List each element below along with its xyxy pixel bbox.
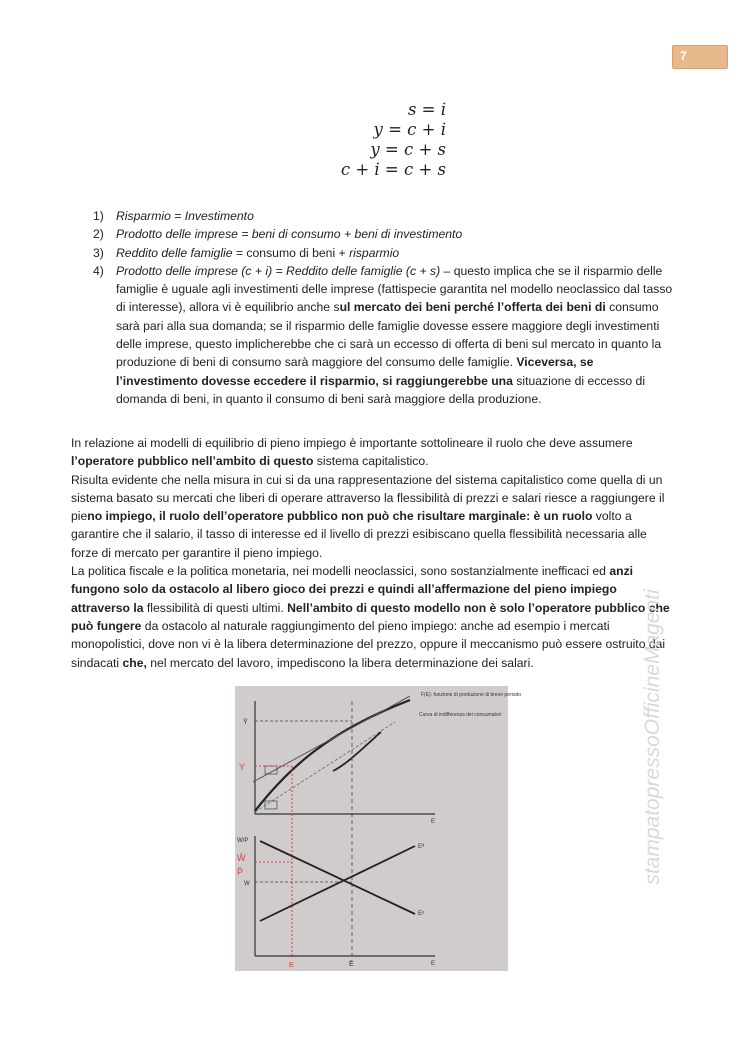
page-number-badge: [672, 45, 728, 69]
list-text: = consumo di beni +: [232, 245, 350, 260]
text: anzi fungono solo da ostacolo al libero gioco dei prezzi e quindi all’affermazione del pieno impiego attraverso la: [71, 564, 634, 615]
labor-supply-curve: [260, 846, 415, 921]
paragraph: [71, 434, 671, 471]
text: nel mercato del lavoro, impediscono la libera determinazione dei salari.: [146, 655, 534, 670]
list-text: Investimento: [184, 209, 254, 223]
text: no impiego, il ruolo dell’operatore pubblico non può che risultare marginale: è un ruolo: [87, 509, 593, 524]
text: In relazione ai modelli di equilibrio di pieno impiego è importante sottolineare il ruolo che deve assumere: [71, 436, 633, 450]
label-e-bottom: E: [431, 961, 436, 967]
label-e-top: E: [431, 819, 436, 825]
body-text: [71, 434, 671, 672]
numbered-list: [93, 207, 673, 408]
list-text: consumo sarà pari alla sua domanda; se il risparmio delle famiglie dovesse essere maggiore degli investimenti delle imprese, questo implicherebbe che ci sarà un eccesso di offerta di beni sul mercato in quanto la produzione di beni di consumo sarà maggiore del consumo delle famiglie.: [116, 300, 662, 370]
list-item: [93, 244, 673, 262]
text: La politica fiscale e la politica monetaria, nei modelli neoclassici, sono sostanzialmente inefficaci ed: [71, 564, 610, 579]
text: l’operatore pubblico nell’ambito di questo: [71, 454, 314, 469]
label-w: W: [244, 881, 250, 887]
label-indifference: Curva di indifferenza dei consumatori: [419, 712, 502, 718]
list-text: Reddito delle famiglie: [116, 245, 233, 260]
label-production: F(E): funzione di produzione di breve periodo: [421, 692, 522, 698]
economics-figure: [235, 686, 522, 971]
tangent-line: [253, 696, 410, 782]
list-text: situazione di eccesso di domanda di beni, in quanto il consumo di beni sarà maggiore della produzione.: [116, 373, 646, 406]
list-text: Prodotto delle imprese (c + i) = Reddito delle famiglie (c + s): [116, 263, 441, 278]
text: che,: [122, 655, 147, 670]
list-item: [93, 207, 673, 225]
label-wbar: W̄: [237, 853, 246, 863]
watermark-text: stampatopressoOfficineMagenti: [641, 589, 664, 885]
text: sistema capitalistico.: [313, 454, 429, 469]
list-item: [93, 225, 673, 243]
label-y: Y: [239, 762, 246, 772]
list-text: =: [170, 209, 185, 223]
list-text: ul mercato dei beni perché l’offerta dei beni di: [339, 300, 606, 315]
list-number: 4): [93, 263, 104, 278]
watermark: [643, 545, 663, 925]
list-text: Viceversa, se l’investimento dovesse eccedere il risparmio, si raggiungerebbe una: [116, 355, 594, 388]
equations-block: [300, 100, 446, 180]
label-ed: Eᵈ: [418, 844, 425, 850]
list-text: – questo implica che se il risparmio delle famiglie è uguale agli investimenti delle imprese (fattispecie garantita nel modello neoclassico dal tasso di interesse), allora vi è equilibrio anche s: [116, 263, 673, 315]
label-ebar: Ē: [349, 961, 354, 968]
paragraph: [71, 471, 671, 562]
text: volto a garantire che il salario, il tasso di interesse ed il livello di prezzi esibiscano quella flessibilità necessaria alle forze di mercato per garantire il pieno impiego.: [71, 509, 647, 560]
figure-svg: [235, 686, 522, 971]
production-curve: [255, 700, 410, 811]
equation: y = c + s: [370, 140, 446, 159]
list-text: Prodotto delle imprese = beni di consumo + beni di investimento: [116, 227, 463, 242]
label-e-red: E: [289, 962, 294, 969]
indifference-curve: [333, 732, 381, 771]
labor-demand-curve: [260, 841, 415, 914]
text: Nell’ambito di questo modello non è solo l’operatore pubblico che può fungere: [71, 600, 670, 633]
text: da ostacolo al naturale raggiungimento del pieno impiego: anche ad esempio i mercati monopolistici, dove non vi è la libera determinazione del prezzo, oppure il meccanismo può essere ostruito dai sindacati: [71, 618, 666, 670]
page-number: 7: [680, 49, 687, 63]
list-text: risparmio: [349, 245, 400, 260]
equation: y = c + i: [373, 120, 446, 139]
equation: s = i: [407, 100, 446, 119]
list-text: Risparmio: [116, 209, 171, 223]
list-number: 3): [93, 245, 104, 260]
angle-box: [265, 801, 277, 809]
label-eo: Eᵒ: [418, 911, 425, 917]
text: flessibilità di questi ultimi.: [143, 600, 288, 615]
text: Risulta evidente che nella misura in cui si da una rappresentazione del sistema capitalistico come quella di un sistema basato su mercati che liberi di operare attraverso la flessibilità di prezzi e salari riesce a raggiungere il pie: [71, 472, 665, 524]
label-pbar: P̄: [237, 867, 244, 877]
list-number: 1): [93, 209, 104, 223]
paragraph: [71, 562, 671, 672]
label-ybar: Ȳ: [243, 719, 248, 726]
diagonal-line: [255, 722, 395, 812]
equation: c + i = c + s: [340, 160, 446, 179]
list-number: 2): [93, 227, 104, 242]
label-wp: W/P: [237, 838, 249, 844]
list-item: [93, 262, 673, 408]
